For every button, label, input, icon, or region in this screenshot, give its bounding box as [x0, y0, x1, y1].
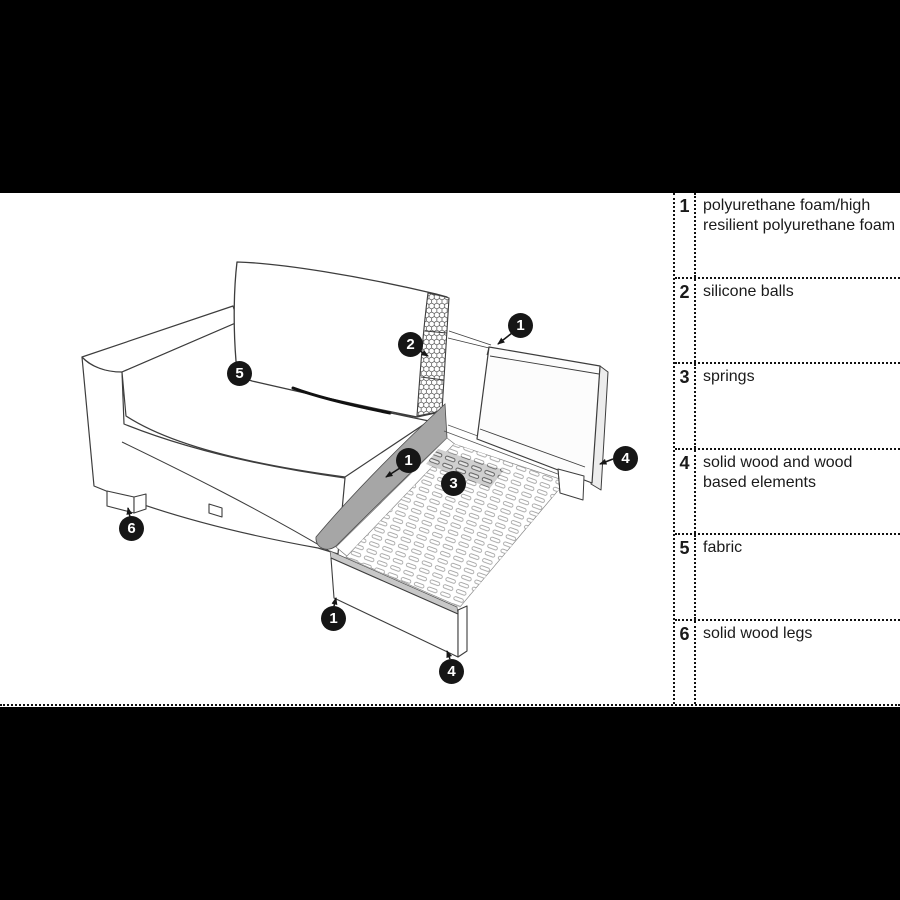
legend-row-6 — [675, 621, 900, 705]
bottom-dotted-divider — [0, 704, 900, 706]
legend-row-1 — [675, 193, 900, 279]
legend-label: solid wood and wood based elements — [703, 453, 853, 491]
legend-number: 6 — [675, 621, 696, 705]
legend-number: 2 — [675, 279, 696, 363]
part-badge-front-rail-foam: 1 — [321, 606, 346, 631]
letterbox-top — [0, 0, 900, 193]
part-badge-frame-side: 4 — [613, 446, 638, 471]
part-badge-front-rail-wood: 4 — [439, 659, 464, 684]
legend-label: silicone balls — [703, 282, 794, 300]
legend-row-4 — [675, 450, 900, 536]
legend-row-5 — [675, 535, 900, 621]
legend-label: polyurethane foam/high resilient polyurethane foam — [703, 197, 896, 235]
legend-row-2 — [675, 279, 900, 365]
part-badge-backrest-top: 1 — [508, 313, 533, 338]
part-badge-side-panel: 1 — [396, 448, 421, 473]
legend-number: 3 — [675, 364, 696, 448]
legend-label: fabric — [703, 539, 743, 556]
letterbox-bottom — [0, 707, 900, 900]
part-badge-springs: 3 — [441, 471, 466, 496]
legend-number: 5 — [675, 535, 696, 619]
legend-number: 1 — [675, 193, 696, 277]
legend-number: 4 — [675, 450, 696, 534]
materials-legend — [673, 193, 900, 704]
part-badge-leg: 6 — [119, 516, 144, 541]
part-badge-fabric: 5 — [227, 361, 252, 386]
legend-row-3 — [675, 364, 900, 450]
sofa-construction-diagram — [0, 193, 673, 707]
leader-lines — [448, 331, 491, 348]
part-badge-silicone-balls: 2 — [398, 332, 423, 357]
legend-label: springs — [703, 368, 755, 385]
legend-label: solid wood legs — [703, 624, 813, 642]
